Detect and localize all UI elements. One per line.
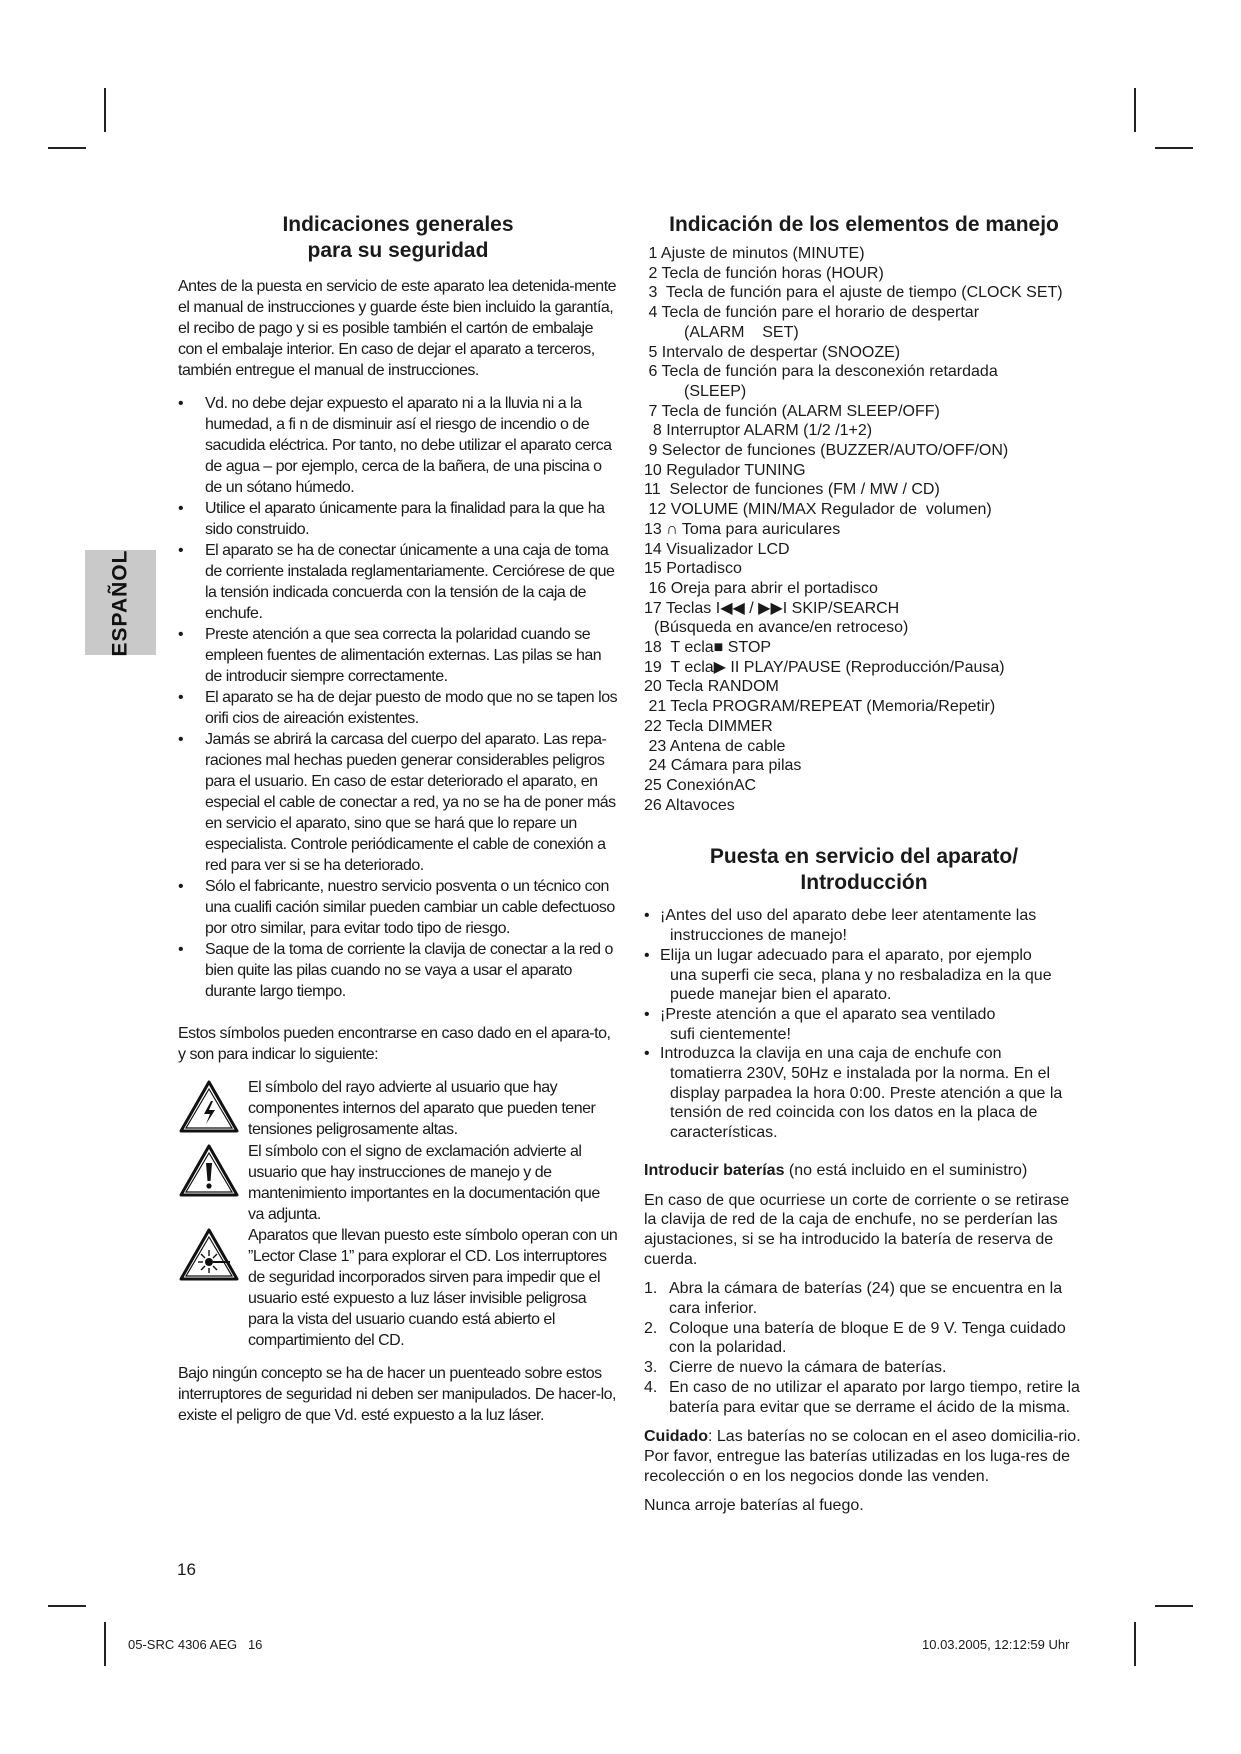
safety-bullet: • Jamás se abrirá la carcasa del cuerpo del aparato. Las repa-raciones mal hechas pueden generar considerables peligros para el usuario. En caso de estar deteriorado el aparato, en especial el cable de conectar a red, ya no se ha de poner más en servicio el aparato, sino que se hará que lo repare un especialista. Controle periódicamente el cable de conexión a red para ver si se ha deteriorado. [178,729,618,876]
footer-job-id: 05-SRC 4306 AEG 16 [128,1637,263,1652]
setup-bullet: • ¡Preste atención a que el aparato sea ventilado sufi cientemente! [644,1005,1084,1044]
setup-bullet: • Elija un lugar adecuado para el aparato, por ejemplo una superfi cie seca, plana y no resbaladiza en la que puede manejar bien el aparato. [644,946,1084,1005]
control-item: 25 ConexiónAC [644,776,757,794]
control-item: 2 Tecla de función horas (HOUR) [644,264,884,282]
laser-warning-icon [178,1227,240,1283]
page-number: 16 [177,1560,196,1579]
control-item: 21 Tecla PROGRAM/REPEAT (Memoria/Repetir) [644,698,996,716]
control-item: 22 Tecla DIMMER [644,717,773,735]
control-item: 26 Altavoces [644,796,735,814]
footer-timestamp: 10.03.2005, 12:12:59 Uhr [922,1637,1070,1652]
symbol-row [178,1077,618,1141]
control-item: 5 Intervalo de despertar (SNOOZE) [644,343,901,361]
symbols-intro: Estos símbolos pueden encontrarse en caso dado en el apara-to, y son para indicar lo siguiente: [178,1025,611,1063]
safety-bullet: • Utilice el aparato únicamente para la finalidad para la que ha sido construido. [178,498,618,540]
safety-title-line2: para su seguridad [307,239,489,262]
control-item: 11 Selector de funciones (FM / MW / CD) [644,481,940,499]
crop-mark [1155,1605,1193,1607]
battery-steps [644,1279,1084,1417]
setup-title [644,844,1084,896]
control-item: 4 Tecla de función pare el horario de despertar (ALARM SET) [644,304,980,341]
safety-intro: Antes de la puesta en servicio de este aparato lea detenida-mente el manual de instrucciones y guarde éste bien incluido la garantía, el recibo de pago y si es posible también el cartón de embalaje con el embalaje interior. En caso de dejar el aparato a terceros, también entregue el manual de instrucciones. [178,278,617,379]
setup-title-line2: Introducción [800,871,928,895]
lightning-warning-icon [178,1079,240,1135]
battery-step: 2. Coloque una batería de bloque E de 9 V. Tenga cuidado con la polaridad. [644,1319,1066,1357]
safety-bullet: • Vd. no debe dejar expuesto el aparato ni a la lluvia ni a la humedad, a fi n de disminuir así el riesgo de incendio o de sacudida eléctrica. Por tanto, no debe utilizar el aparato cerca de agua – por ejemplo, cerca de la bañera, de una piscina o de un sótano húmedo. [178,393,618,498]
control-item: 9 Selector de funciones (BUZZER/AUTO/OFF/ON) [644,442,1009,460]
control-item: 6 Tecla de función para la desconexión retardada (SLEEP) [644,363,998,400]
controls-title: Indicación de los elementos de manejo [669,213,1059,236]
setup-bullet-list [644,906,1084,1142]
control-item: 10 Regulador TUNING [644,461,806,479]
setup-bullet: • Introduzca la clavija en una caja de enchufe con tomatierra 230V, 50Hz e instalada por la norma. En el display parpadea la hora 0:00. Preste atención a que la tensión de red coincida con los datos en la placa de características. [644,1044,1084,1143]
safety-bullet-list [178,393,618,1002]
safety-section [178,212,618,1426]
safety-bullet: • Preste atención a que sea correcta la polaridad cuando se empleen fuentes de alimentación externas. Las pilas se han de introducir siempre correctamente. [178,624,618,687]
controls-section [644,212,1084,1516]
final-note: Nunca arroje baterías al fuego. [644,1497,864,1515]
safety-bullet: • El aparato se ha de dejar puesto de modo que no se tapen los orifi cios de aireación existentes. [178,687,618,729]
control-item: 18 T ecla■ STOP [644,639,772,657]
crop-mark [48,147,86,149]
setup-title-line1: Puesta en servicio del aparato/ [709,845,1019,869]
setup-bullet: • ¡Antes del uso del aparato debe leer atentamente las instrucciones de manejo! [644,906,1084,945]
control-item: 17 Teclas I◀◀ / ▶▶I SKIP/SEARCH (Búsqueda en avance/en retroceso) [644,599,909,637]
symbol-row [178,1225,618,1351]
symbol-text: El símbolo del rayo advierte al usuario que hay componentes internos del aparato que pueden tener tensiones peligrosamente altas. [248,1079,596,1138]
symbol-row [178,1141,618,1225]
crop-mark [48,1605,86,1607]
language-tab [85,550,156,655]
battery-step: 4. En caso de no utilizar el aparato por largo tiempo, retire la batería para evitar que se derrame el ácido de la misma. [644,1378,1080,1416]
control-item: 23 Antena de cable [644,737,786,755]
safety-title [178,212,618,264]
control-item: 20 Tecla RANDOM [644,678,779,696]
safety-closing: Bajo ningún concepto se ha de hacer un puenteado sobre estos interruptores de seguridad ni deben ser manipulados. De hacer-lo, existe el peligro de que Vd. esté expuesto a la luz láser. [178,1365,616,1424]
exclamation-warning-icon [178,1143,240,1199]
crop-mark [1134,1622,1136,1666]
battery-step: 3. Cierre de nuevo la cámara de baterías. [644,1359,947,1377]
language-tab-label: ESPAÑOL [108,549,132,656]
control-item: 14 Visualizador LCD [644,540,790,558]
care-note: Cuidado: Las baterías no se colocan en el aseo domicilia-rio. Por favor, entregue las baterías utilizadas en los luga-res de recolección o en los negocios donde las venden. [644,1428,1081,1485]
control-item: 19 T ecla▶ II PLAY/PAUSE (Reproducción/Pausa) [644,658,1005,676]
symbol-text: El símbolo con el signo de exclamación advierte al usuario que hay instrucciones de manejo y de mantenimiento importantes en la documentación que va adjunta. [248,1143,600,1223]
symbol-text: Aparatos que llevan puesto este símbolo operan con un ”Lector Clase 1” para explorar el CD. Los interruptores de seguridad incorporados sirven para impedir que el usuario esté expuesto a luz láser invisible peligrosa para la vista del usuario cuando está abierto el compartimiento del CD. [248,1227,618,1349]
control-item: 8 Interruptor ALARM (1/2 /1+2) [644,422,873,440]
control-item: 3 Tecla de función para el ajuste de tiempo (CLOCK SET) [644,284,1063,302]
safety-title-line1: Indicaciones generales [282,213,514,236]
control-item: 16 Oreja para abrir el portadisco [644,579,878,597]
control-item: 24 Cámara para pilas [644,757,802,775]
safety-bullet: • Saque de la toma de corriente la clavija de conectar a la red o bien quite las pilas cuando no se vaya a usar el aparato durante largo tiempo. [178,939,618,1002]
batteries-intro: En caso de que ocurriese un corte de corriente o se retirase la clavija de red de la caja de enchufe, no se perderían las ajustaciones, si se ha introducido la batería de reserva de cuerda. [644,1191,1070,1268]
control-item: 12 VOLUME (MIN/MAX Regulador de volumen) [644,501,992,519]
controls-list [644,244,1084,815]
control-item: 13 ∩ Toma para auriculares [644,520,841,538]
crop-mark [1155,147,1193,149]
control-item: 15 Portadisco [644,560,742,578]
crop-mark [104,1622,106,1666]
crop-mark [1134,88,1136,132]
safety-bullet: • El aparato se ha de conectar únicamente a una caja de toma de corriente instalada reglamentariamente. Cerciórese de que la tensión indicada concuerda con la tensión de la caja de enchufe. [178,540,618,624]
battery-step: 1. Abra la cámara de baterías (24) que se encuentra en la cara inferior. [644,1280,1063,1318]
control-item: 1 Ajuste de minutos (MINUTE) [644,245,865,262]
batteries-heading: Introducir baterías (no está incluido en el suministro) [644,1161,1028,1179]
crop-mark [104,88,106,132]
control-item: 7 Tecla de función (ALARM SLEEP/OFF) [644,402,940,420]
safety-bullet: • Sólo el fabricante, nuestro servicio posventa o un técnico con una cualifi cación similar pueden cambiar un cable defectuoso por otro similar, para evitar todo tipo de riesgo. [178,876,618,939]
